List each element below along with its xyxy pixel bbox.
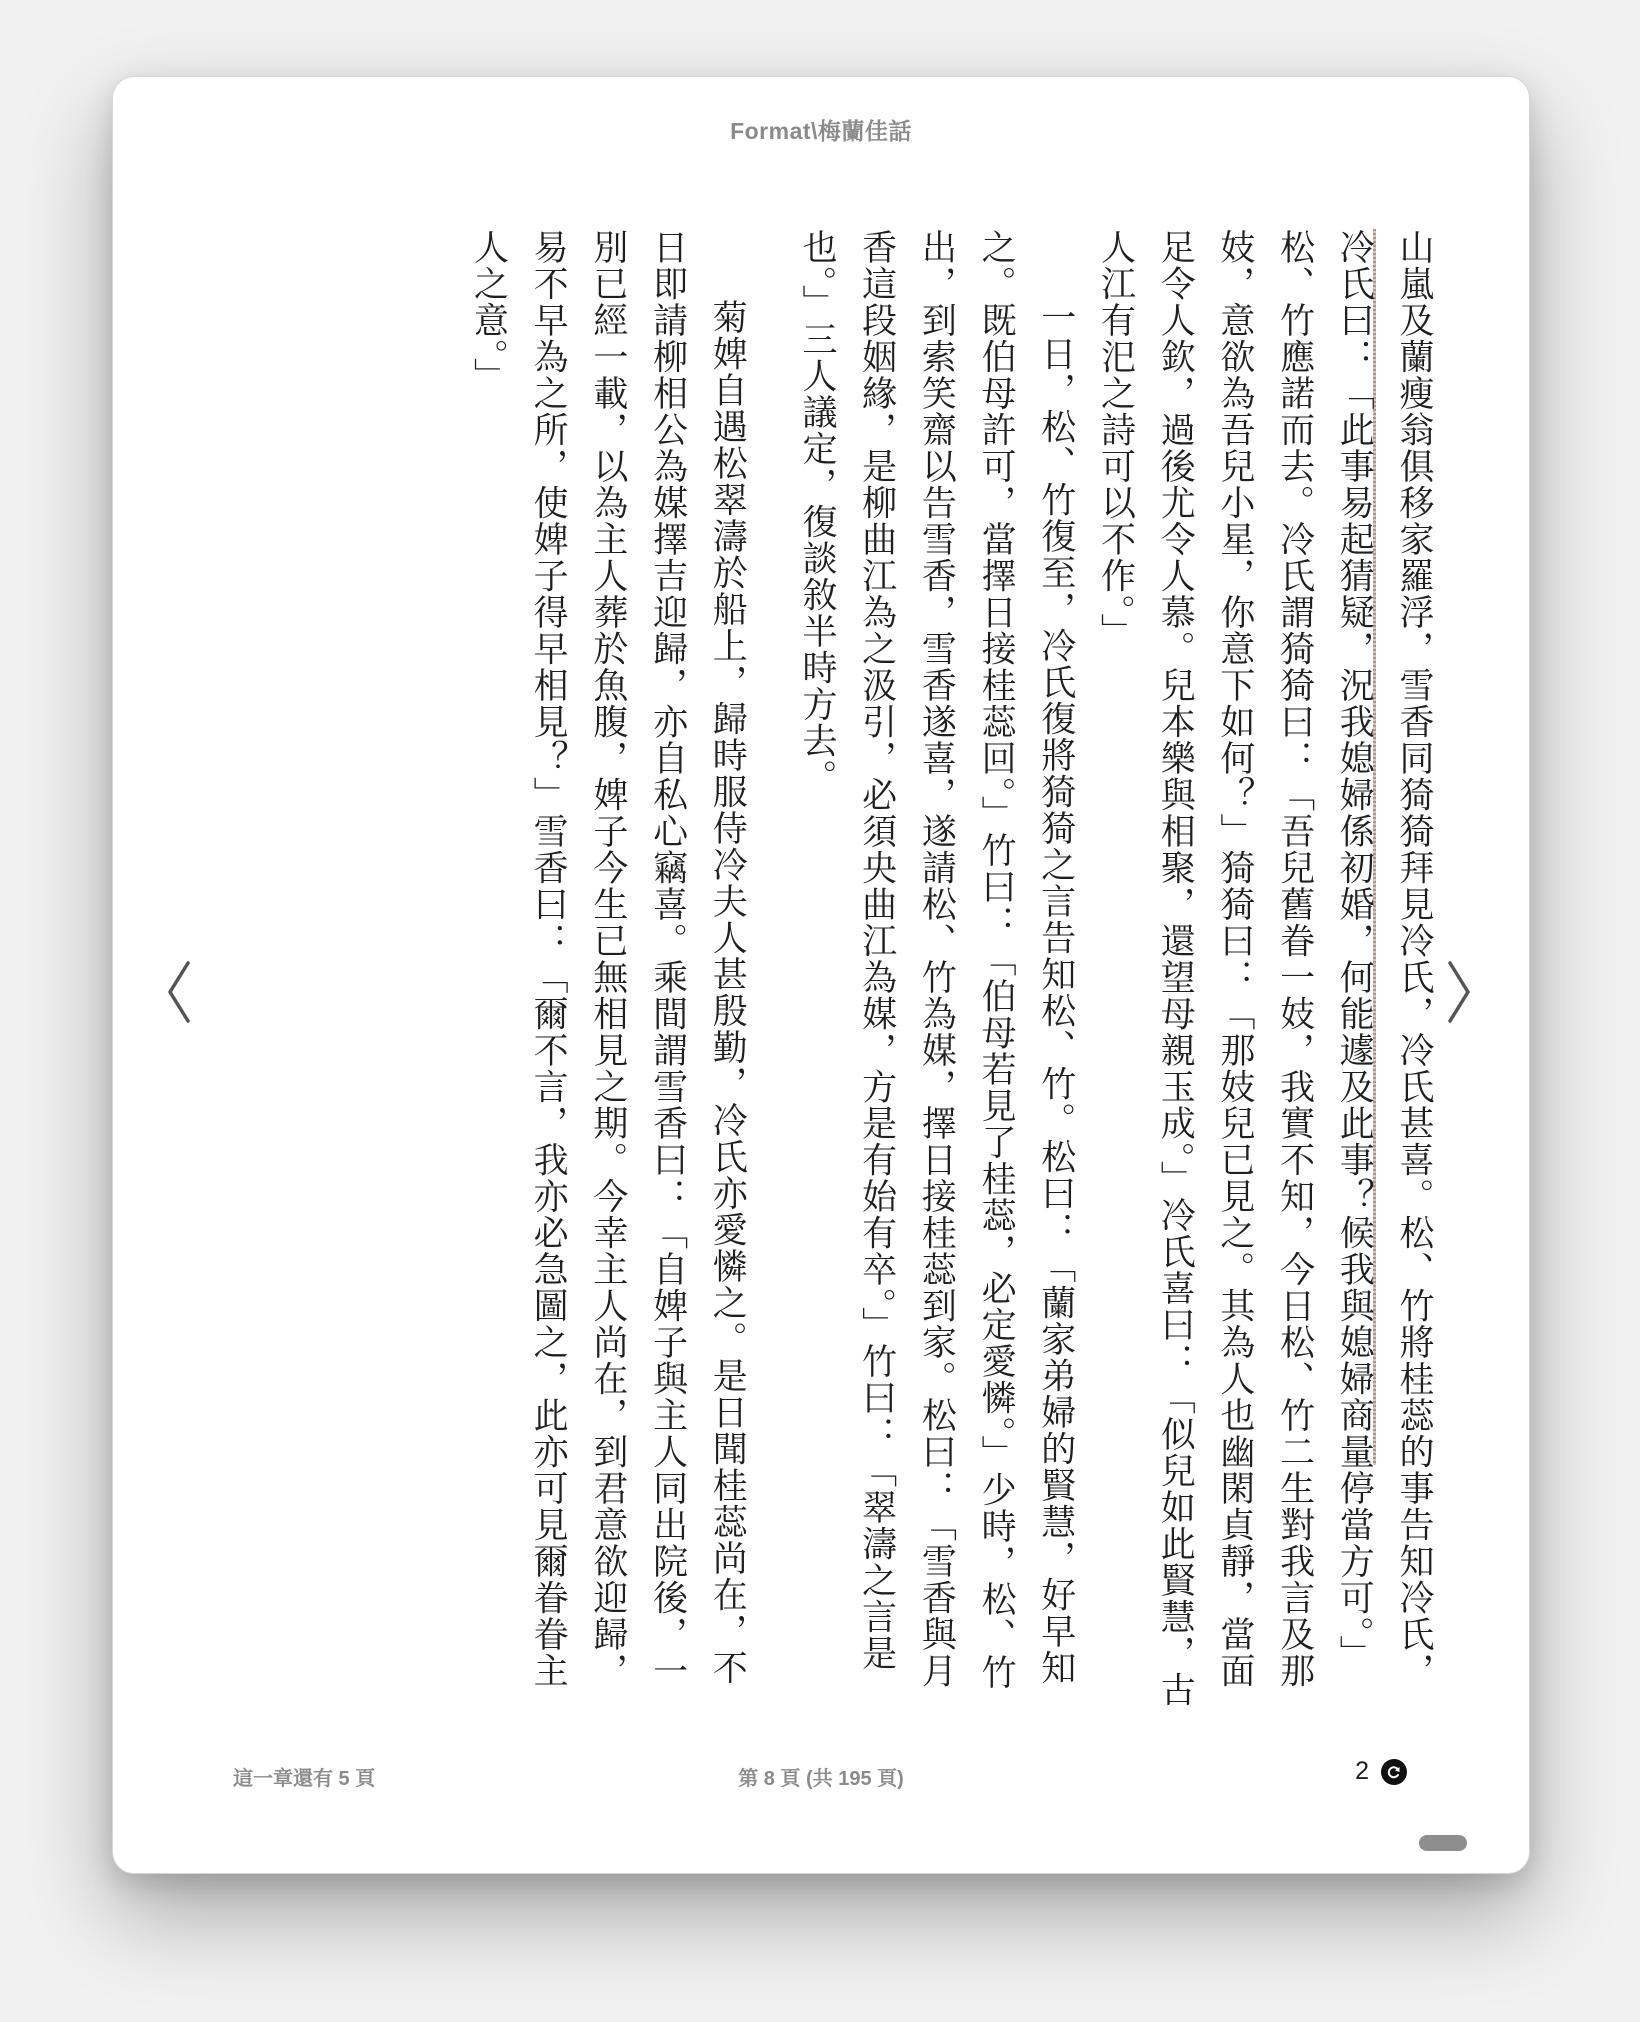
sync-status[interactable]: [1355, 1757, 1407, 1786]
previous-page-button[interactable]: [149, 937, 209, 1047]
page-indicator: 第 8 頁 (共 195 頁): [738, 1768, 904, 1790]
sync-icon[interactable]: [1381, 1759, 1407, 1785]
chevron-left-icon: [164, 959, 194, 1025]
chevron-right-icon: [1444, 959, 1474, 1025]
next-page-button[interactable]: [1429, 937, 1489, 1047]
chapter-remaining: 這一章還有 5 頁: [233, 1768, 376, 1790]
page-text: [309, 229, 1443, 1721]
reader-window: [112, 76, 1530, 1874]
paragraph: 一日，松、竹復至，冷氏復將猗猗之言告知松、竹。松曰：「蘭家弟婦的賢慧，好早知之。既伯母許可，當擇日接桂蕊回。」竹曰：「伯母若見了桂蕊，必定愛憐。」少時，松、竹出，到索笑齋以告雪香，雪香遂喜，遂請松、竹為媒，擇日接桂蕊到家。松曰：「雪香與月香這段姻緣，是柳曲江為之汲引，必須央曲江為媒，方是有始有卒。」竹曰：「翠濤之言是也。」三人議定，復談敘半時方去。: [796, 229, 1076, 1691]
paragraph: 山嵐及蘭瘦翁俱移家羅浮，雪香同猗猗拜見冷氏，冷氏甚喜。松、竹將桂蕊的事告知冷氏，冷氏曰：「此事易起猜疑，況我媳婦係初婚，何能遽及此事？候我與媳婦商量停當方可。」松、竹應諾而去。冷氏謂猗猗曰：「吾兒舊眷一妓，我實不知，今日松、竹二生對我言及那妓，意欲為吾兒小星，你意下如何？」猗猗曰：「那妓兒已見之。其為人也幽閑貞靜，當面足令人欽，過後尤令人慕。兒本樂與相聚，還望母親玉成。」冷氏喜曰：「似兒如此賢慧，古人江有汜之詩可以不作。」: [1095, 229, 1434, 1708]
paragraph: 菊婢自遇松翠濤於船上，歸時服侍冷夫人甚殷勤，冷氏亦愛憐之。是日聞桂蕊尚在，不日即請柳相公為媒擇吉迎歸，亦自私心竊喜。乘間謂雪香曰：「自婢子與主人同出院後，一別已經一載，以為主人葬於魚腹，婢子今生已無相見之期。今幸主人尚在，到君意欲迎歸，易不早為之所，使婢子得早相見？」雪香曰：「爾不言，我亦必急圖之，此亦可見爾眷眷主人之意。」: [468, 229, 748, 1689]
scroll-handle[interactable]: [1419, 1835, 1467, 1851]
sync-count: 2: [1355, 1757, 1369, 1785]
book-title: Format\梅蘭佳話: [730, 118, 912, 144]
